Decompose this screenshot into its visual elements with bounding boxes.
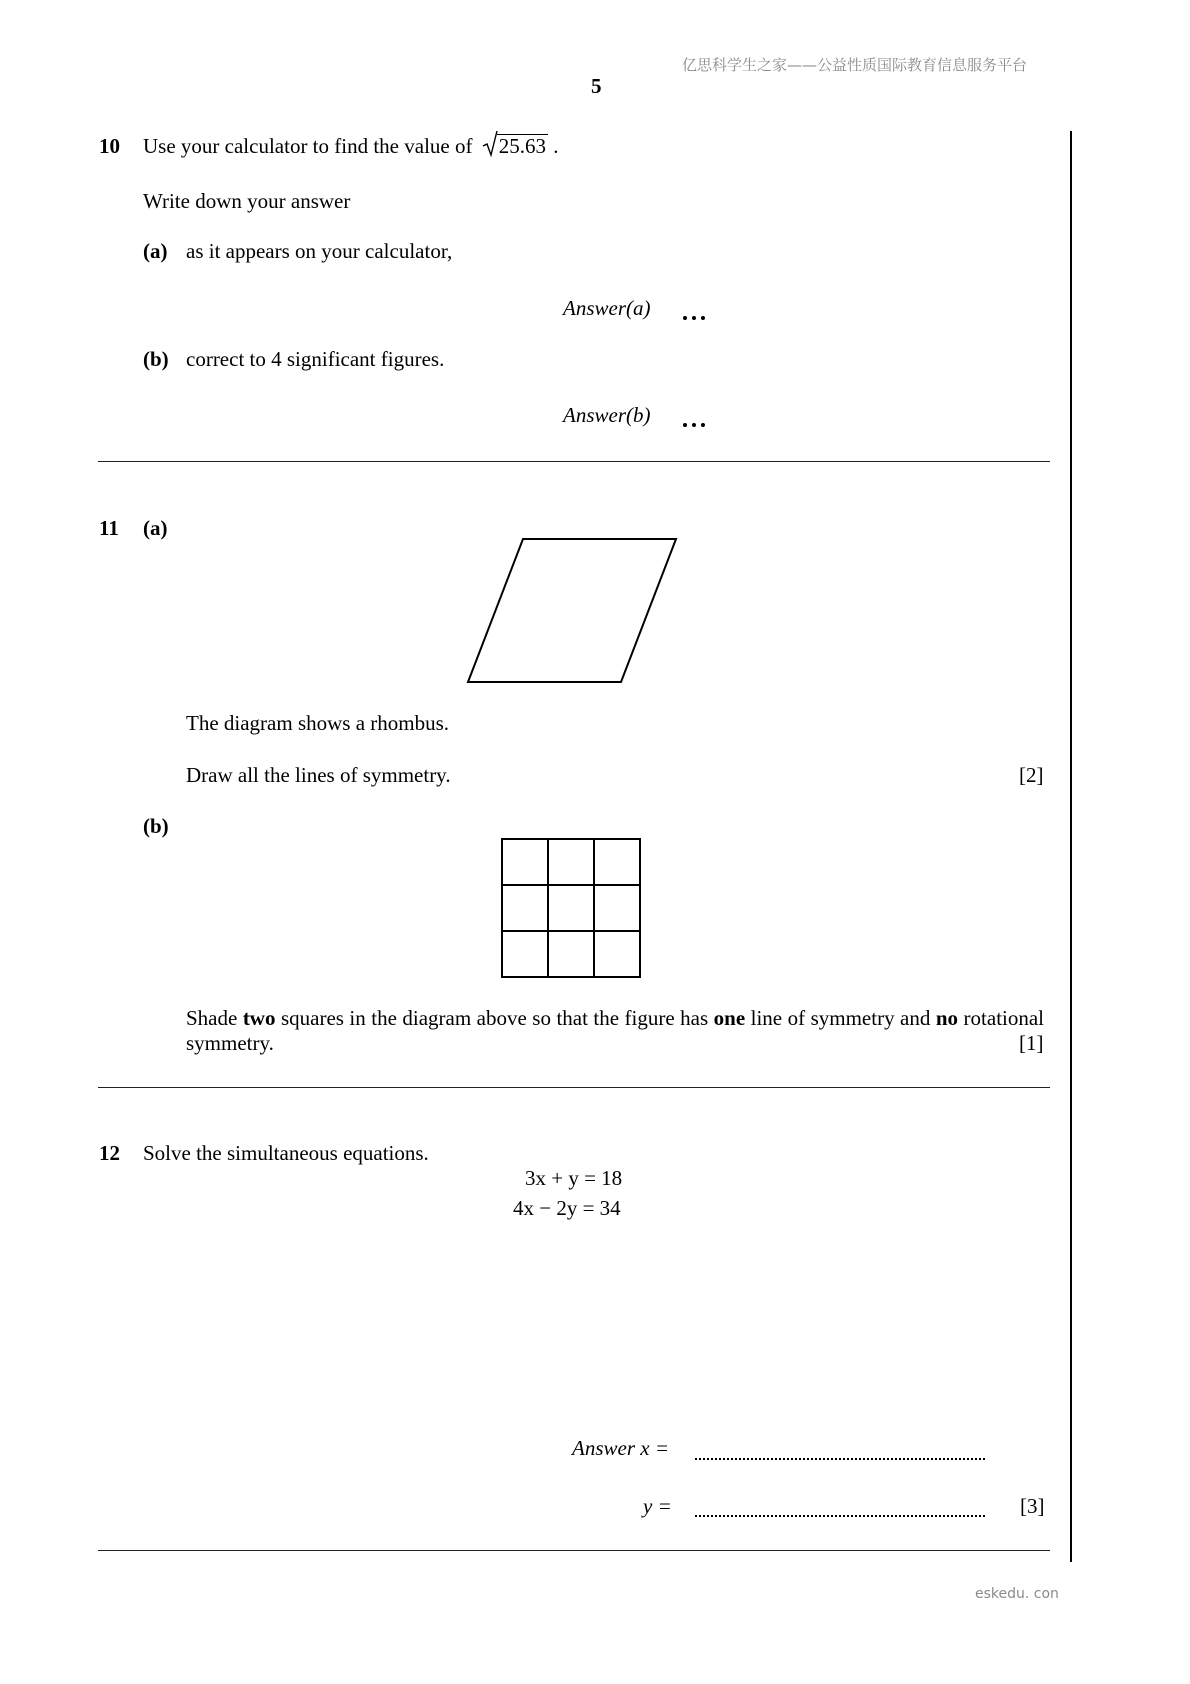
q11b-text-5: line of symmetry and <box>750 1006 931 1030</box>
equation-2: 4x − 2y = 34 <box>513 1196 621 1220</box>
grid-cell[interactable] <box>594 885 640 931</box>
q11b-text-7: rotational symmetry. <box>186 1006 1045 1055</box>
q11b-emph-one: one <box>713 1006 746 1030</box>
q11b-text-3: squares in the diagram above so that the figure has <box>280 1006 709 1030</box>
question-10a-label: (a) <box>143 239 168 263</box>
watermark-top: 亿思科学生之家——公益性质国际教育信息服务平台 <box>682 56 1028 74</box>
grid-cell[interactable] <box>594 931 640 977</box>
question-11b-text <box>186 1006 1044 1056</box>
question-10-stem-suffix: . <box>553 134 559 158</box>
question-12-number: 12 <box>99 1141 120 1165</box>
grid-cell[interactable] <box>548 885 594 931</box>
question-10-stem <box>143 134 558 158</box>
symmetry-grid[interactable] <box>501 838 643 980</box>
divider-q11 <box>98 1087 1050 1088</box>
question-10b-text: correct to 4 significant figures. <box>186 347 445 371</box>
answer-b-field[interactable] <box>683 423 705 427</box>
answer-x-field[interactable] <box>695 1458 985 1460</box>
q11b-text-1: Shade <box>186 1006 238 1030</box>
q11b-emph-two: two <box>242 1006 276 1030</box>
question-11-number: 11 <box>99 516 119 540</box>
grid-cell[interactable] <box>502 839 548 885</box>
q11b-emph-no: no <box>935 1006 959 1030</box>
question-10a-text: as it appears on your calculator, <box>186 239 453 263</box>
rhombus-shape <box>468 539 676 682</box>
divider-q10 <box>98 461 1050 462</box>
question-12-marks: [3] <box>1020 1494 1045 1518</box>
grid-cell[interactable] <box>502 931 548 977</box>
answer-b-label: Answer(b) <box>563 403 651 427</box>
question-11b-marks: [1] <box>1019 1031 1044 1055</box>
answer-a-label: Answer(a) <box>563 296 651 320</box>
grid-cell[interactable] <box>548 839 594 885</box>
divider-q12 <box>98 1550 1050 1551</box>
question-11a-instruction: Draw all the lines of symmetry. <box>186 763 451 787</box>
question-11a-marks: [2] <box>1019 763 1044 787</box>
question-11a-label: (a) <box>143 516 168 540</box>
answer-x-label: Answer x = <box>572 1436 669 1460</box>
watermark-bottom: eskedu. con <box>975 1586 1059 1602</box>
grid-cell[interactable] <box>594 839 640 885</box>
question-12-stem: Solve the simultaneous equations. <box>143 1141 429 1165</box>
question-10b-label: (b) <box>143 347 169 371</box>
margin-line <box>1070 131 1072 1562</box>
rhombus-diagram[interactable] <box>462 536 682 686</box>
sqrt-expression <box>482 134 548 158</box>
sqrt-sign-icon <box>482 130 498 158</box>
grid-cell[interactable] <box>548 931 594 977</box>
question-11b-label: (b) <box>143 814 169 838</box>
equation-1: 3x + y = 18 <box>525 1166 623 1190</box>
answer-y-field[interactable] <box>695 1515 985 1517</box>
sqrt-radicand: 25.63 <box>498 134 546 158</box>
answer-a-field[interactable] <box>683 316 705 320</box>
grid-cell[interactable] <box>502 885 548 931</box>
question-11a-caption: The diagram shows a rhombus. <box>186 711 450 735</box>
question-10-number: 10 <box>99 134 120 158</box>
page-number: 5 <box>591 74 602 98</box>
question-10-instruction: Write down your answer <box>143 189 351 213</box>
question-10-stem-prefix: Use your calculator to find the value of <box>143 134 473 158</box>
answer-y-label: y = <box>643 1494 672 1518</box>
